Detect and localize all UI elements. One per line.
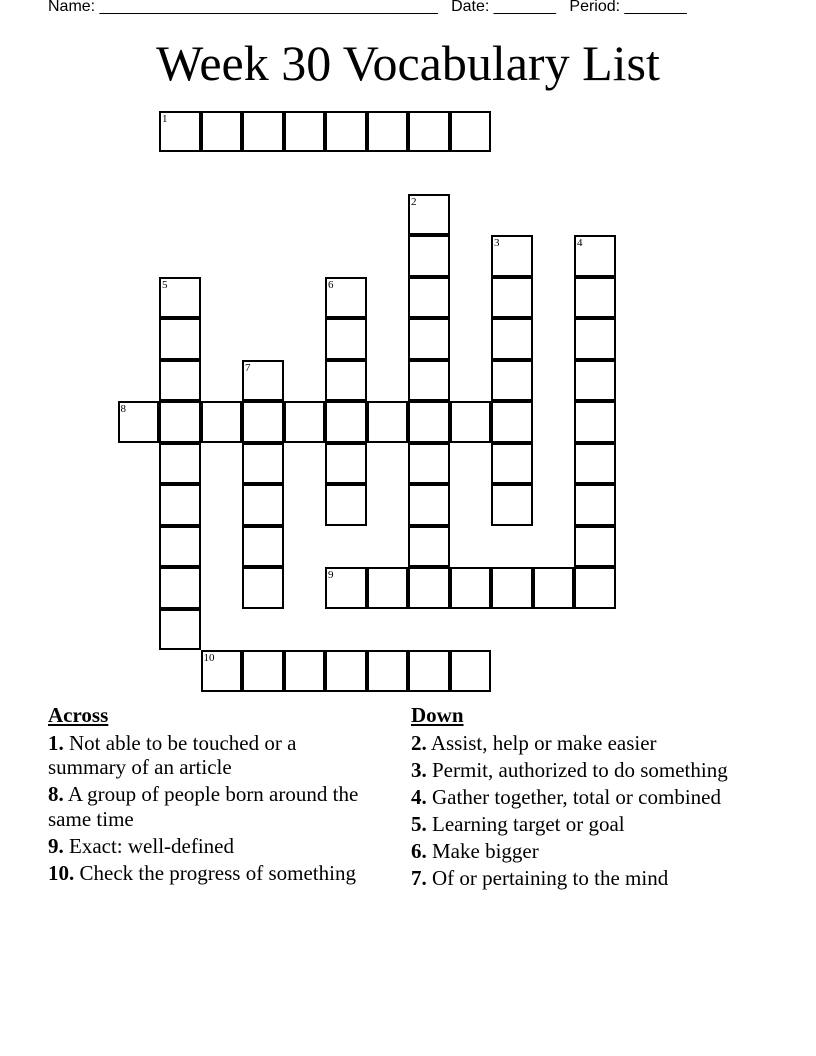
- crossword-cell[interactable]: [408, 650, 450, 692]
- crossword-cell[interactable]: [325, 277, 367, 319]
- clue-number: 9.: [48, 833, 64, 858]
- crossword-cell[interactable]: [491, 484, 533, 526]
- crossword-cell[interactable]: [242, 360, 284, 402]
- crossword-cell[interactable]: [367, 111, 409, 153]
- cell-number: 2: [411, 195, 417, 208]
- crossword-cell[interactable]: [450, 650, 492, 692]
- crossword-cell[interactable]: [408, 401, 450, 443]
- date-blank[interactable]: _______: [493, 0, 557, 15]
- across-heading: Across: [48, 703, 109, 727]
- name-label: Name:: [48, 0, 100, 15]
- crossword-cell[interactable]: [367, 650, 409, 692]
- crossword-cell[interactable]: [367, 401, 409, 443]
- clue-item: [48, 834, 368, 859]
- crossword-cell[interactable]: [408, 235, 450, 277]
- crossword-cell[interactable]: [574, 277, 616, 319]
- clue-text: Check the progress of something: [79, 860, 356, 885]
- crossword-cell[interactable]: [574, 401, 616, 443]
- crossword-cell[interactable]: [325, 567, 367, 609]
- crossword-cell[interactable]: [533, 567, 575, 609]
- clue-number: 2.: [411, 730, 427, 755]
- clue-item: [411, 758, 741, 783]
- across-clues: [48, 703, 368, 888]
- clue-number: 1.: [48, 730, 64, 755]
- clue-text: Permit, authorized to do something: [432, 757, 728, 782]
- crossword-cell[interactable]: [408, 484, 450, 526]
- clue-item: [48, 782, 368, 831]
- crossword-cell[interactable]: [408, 277, 450, 319]
- crossword-cell[interactable]: [408, 360, 450, 402]
- clue-item: [411, 839, 741, 864]
- crossword-cell[interactable]: [325, 111, 367, 153]
- crossword-cell[interactable]: [242, 484, 284, 526]
- crossword-cell[interactable]: [118, 401, 160, 443]
- clue-item: [411, 866, 741, 891]
- cell-number: 3: [494, 237, 500, 249]
- crossword-cell[interactable]: [325, 401, 367, 443]
- crossword-cell[interactable]: [574, 526, 616, 568]
- clue-item: [411, 731, 741, 756]
- crossword-cell[interactable]: [574, 443, 616, 485]
- crossword-cell[interactable]: [242, 526, 284, 568]
- crossword-cell[interactable]: [574, 235, 616, 277]
- crossword-cell[interactable]: [159, 360, 201, 402]
- clue-number: 5.: [411, 811, 427, 836]
- crossword-cell[interactable]: [491, 235, 533, 277]
- crossword-cell[interactable]: [159, 484, 201, 526]
- cell-number: 6: [328, 278, 334, 291]
- crossword-cell[interactable]: [574, 360, 616, 402]
- down-heading: Down: [411, 703, 464, 727]
- crossword-cell[interactable]: [201, 650, 243, 692]
- crossword-cell[interactable]: [284, 401, 326, 443]
- crossword-cell[interactable]: [408, 194, 450, 236]
- crossword-cell[interactable]: [159, 318, 201, 360]
- period-label: Period:: [569, 0, 625, 15]
- clue-text: Gather together, total or combined: [432, 784, 721, 809]
- down-clues: [411, 703, 741, 893]
- clue-item: [411, 785, 741, 810]
- crossword-cell[interactable]: [491, 277, 533, 319]
- crossword-cell[interactable]: [242, 401, 284, 443]
- crossword-cell[interactable]: [408, 526, 450, 568]
- clue-item: [411, 812, 741, 837]
- clue-text: Make bigger: [432, 838, 539, 863]
- crossword-cell[interactable]: [491, 318, 533, 360]
- crossword-cell[interactable]: [201, 111, 243, 153]
- clue-number: 10.: [48, 860, 75, 885]
- clue-item: [48, 731, 368, 780]
- crossword-cell[interactable]: [491, 567, 533, 609]
- clue-text: Assist, help or make easier: [430, 730, 657, 755]
- cell-number: 8: [120, 403, 126, 415]
- clue-text: Learning target or goal: [432, 811, 625, 836]
- crossword-cell[interactable]: [201, 401, 243, 443]
- crossword-cell[interactable]: [408, 443, 450, 485]
- name-blank[interactable]: ______________________________________: [99, 0, 438, 15]
- clue-number: 6.: [411, 838, 427, 863]
- clue-number: 4.: [411, 784, 427, 809]
- crossword-cell[interactable]: [325, 484, 367, 526]
- cell-number: 1: [162, 112, 168, 125]
- clue-number: 7.: [411, 865, 427, 890]
- crossword-cell[interactable]: [159, 401, 201, 443]
- crossword-cell[interactable]: [408, 567, 450, 609]
- page-title: Week 30 Vocabulary List: [156, 35, 660, 91]
- crossword-cell[interactable]: [491, 360, 533, 402]
- crossword-cell[interactable]: [408, 318, 450, 360]
- crossword-cell[interactable]: [367, 567, 409, 609]
- crossword-cell[interactable]: [242, 443, 284, 485]
- cell-number: 5: [162, 278, 168, 291]
- crossword-cell[interactable]: [325, 318, 367, 360]
- crossword-cell[interactable]: [325, 443, 367, 485]
- cell-number: 10: [203, 652, 215, 664]
- clue-text: Exact: well-defined: [69, 833, 235, 858]
- cell-number: 9: [328, 569, 334, 581]
- crossword-cell[interactable]: [491, 443, 533, 485]
- clue-number: 8.: [48, 782, 64, 806]
- crossword-cell[interactable]: [325, 650, 367, 692]
- crossword-cell[interactable]: [159, 526, 201, 568]
- crossword-cell[interactable]: [450, 401, 492, 443]
- crossword-cell[interactable]: [242, 650, 284, 692]
- crossword-cell[interactable]: [450, 567, 492, 609]
- period-blank[interactable]: _______: [624, 0, 687, 15]
- crossword-cell[interactable]: [574, 484, 616, 526]
- crossword-cell[interactable]: [491, 401, 533, 443]
- crossword-cell[interactable]: [574, 318, 616, 360]
- crossword-cell[interactable]: [408, 111, 450, 153]
- clue-number: 3.: [411, 757, 427, 782]
- cell-number: 7: [245, 361, 251, 374]
- cell-number: 4: [577, 237, 583, 249]
- clue-text: Not able to be touched or a summary of an article: [48, 730, 297, 779]
- clue-item: [48, 861, 368, 886]
- crossword-cell[interactable]: [242, 567, 284, 609]
- crossword-cell[interactable]: [159, 443, 201, 485]
- crossword-cell[interactable]: [325, 360, 367, 402]
- clue-text: A group of people born around the same time: [48, 782, 359, 831]
- crossword-cell[interactable]: [159, 609, 201, 651]
- crossword-cell[interactable]: [284, 650, 326, 692]
- student-info-header: [48, 0, 687, 16]
- crossword-cell[interactable]: [284, 111, 326, 153]
- crossword-cell[interactable]: [159, 567, 201, 609]
- clue-text: Of or pertaining to the mind: [432, 865, 669, 890]
- crossword-cell[interactable]: [242, 111, 284, 153]
- crossword-cell[interactable]: [159, 111, 201, 153]
- crossword-cell[interactable]: [450, 111, 492, 153]
- crossword-cell[interactable]: [159, 277, 201, 319]
- crossword-cell[interactable]: [574, 567, 616, 609]
- date-label: Date:: [451, 0, 494, 15]
